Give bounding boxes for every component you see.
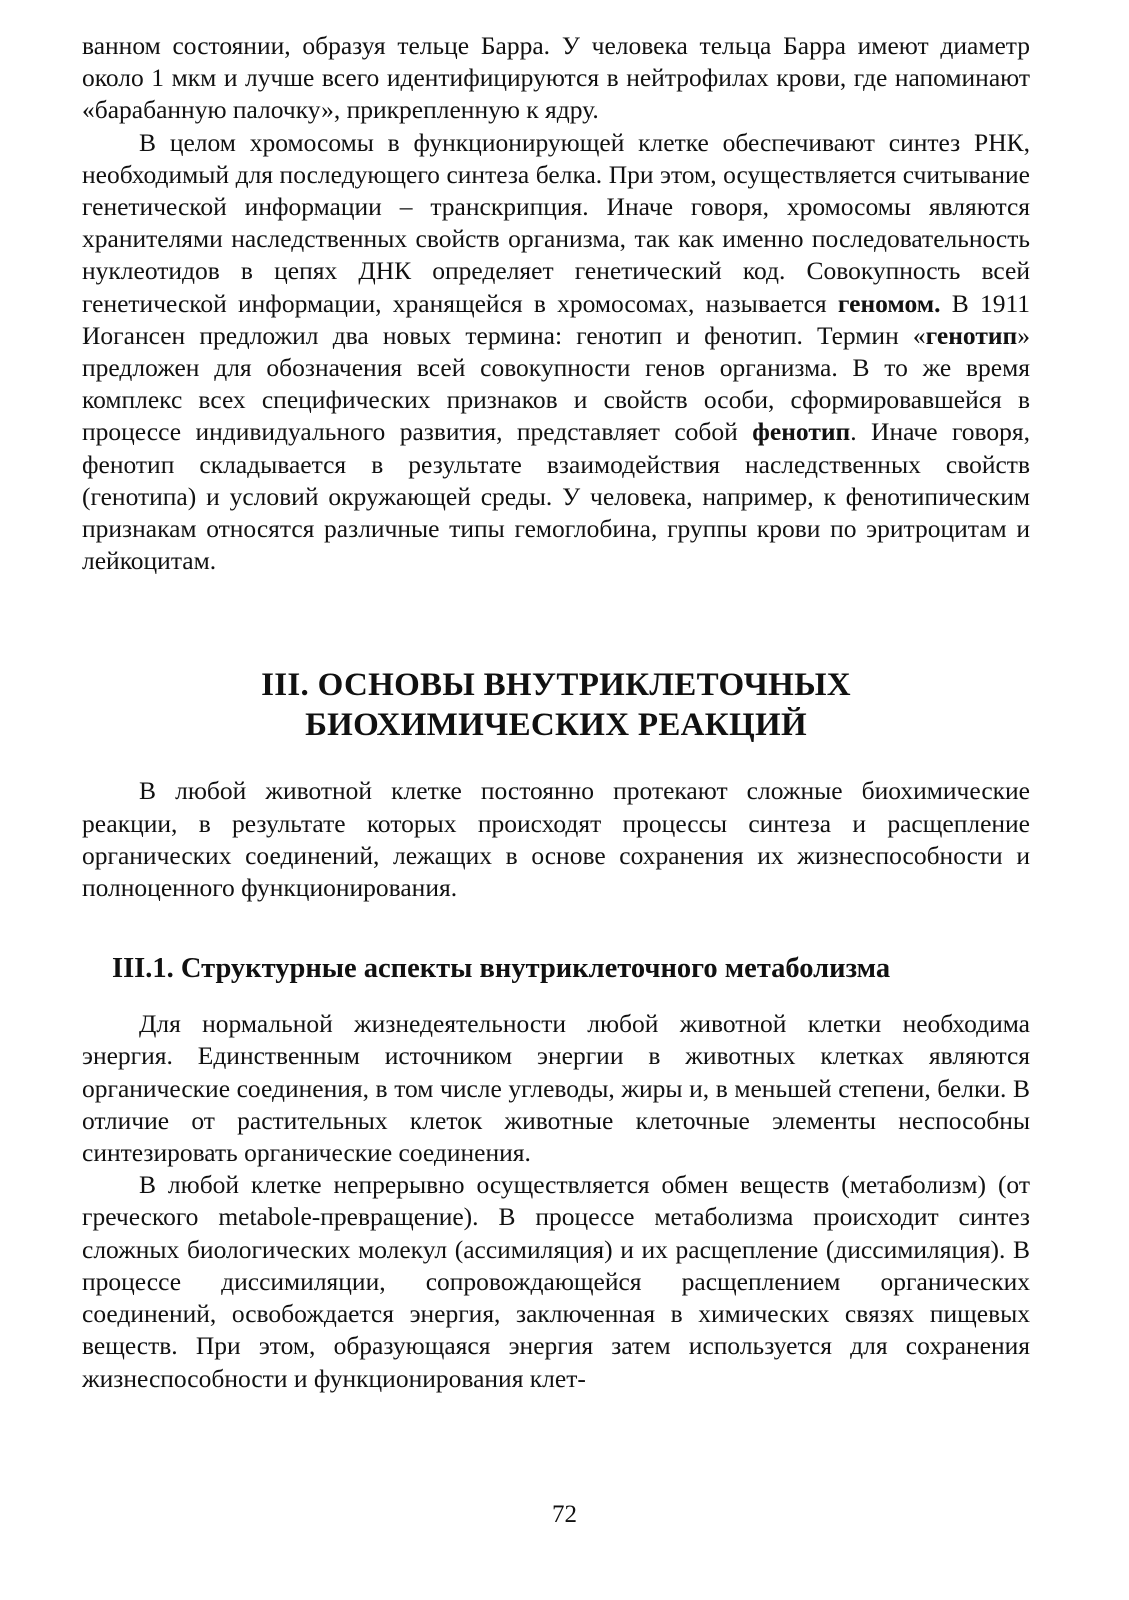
section-paragraph-energy: Для нормальной жизнедеятельности любой животной клетки необходима энергия. Единственным источником энергии в животных клетках являются органические соединения, в том числе углеводы, жиры и, в меньшей степени, белки. В отличие от растительных клеток животные клеточные элементы неспособны синтезировать органические соединения. xyxy=(82,1009,1030,1168)
chapter-title-line-2: БИОХИМИЧЕСКИХ РЕАКЦИЙ xyxy=(305,707,807,744)
term-genotype: генотип xyxy=(925,320,1018,350)
term-phenotype: фенотип xyxy=(752,417,851,447)
paragraph-text: В целом хромосомы в функционирующей клетке обеспечивают синтез РНК, необходимый для последующего синтеза белка. При этом, осуществляется считывание генетической информации – транскрипция. Иначе говоря, хромосомы являются хранителями наследственных свойств организма, так как именно последовательность нуклеотидов в цепях ДНК определяет генетический код. Совокупность всей генетической информации, хранящейся в хромосомах, называется xyxy=(82,127,1030,318)
term-genome: геномом. xyxy=(837,288,941,318)
section-title: III.1. Структурные аспекты внутриклеточного метаболизма xyxy=(112,953,891,985)
paragraph-chromosomes xyxy=(82,127,1030,578)
paragraph-text: » предложен для обозначения всей совокупности генов организма. В то же время комплекс всех специфических признаков и свойств особи, сформировавшейся в процессе индивидуального развития, представляет собой xyxy=(82,320,1030,447)
section-paragraph-metabolism: В любой клетке непрерывно осуществляется обмен веществ (метаболизм) (от греческого metabole-превращение). В процессе метаболизма происходит синтез сложных биологических молекул (ассимиляция) и их расщепление (диссимиляция). В процессе диссимиляции, сопровождающейся расщеплением органических соединений, освобождается энергия, заключенная в химических связях пищевых веществ. При этом, образующаяся энергия затем используется для сохранения жизнеспособности и функционирования клет- xyxy=(82,1170,1030,1393)
page-number: 72 xyxy=(552,1501,577,1528)
chapter-title-line-1: III. ОСНОВЫ ВНУТРИКЛЕТОЧНЫХ xyxy=(261,667,851,704)
paragraph-text: . Иначе говоря, фенотип складывается в результате взаимодействия наследственных свойств (генотипа) и условий окружающей среды. У человека, например, к фенотипическим признакам относятся различные типы гемоглобина, группы крови по эритроцитам и лейкоцитам. xyxy=(82,417,1031,576)
paragraph-text: ванном состоянии, образуя тельце Барра. У человека тельца Барра имеют диаметр около 1 мкм и лучше всего идентифицируются в нейтрофилах крови, где напоминают «барабанную палочку», прикрепленную к ядру. xyxy=(82,31,1030,125)
paragraph-text: В 1911 Иогансен предложил два новых термина: генотип и фенотип. Термин « xyxy=(82,288,1031,350)
chapter-intro-paragraph: В любой животной клетке постоянно протекают сложные биохимические реакции, в результате которых происходят процессы синтеза и расщепление органических соединений, лежащих в основе сохранения их жизнеспособности и полноценного функционирования. xyxy=(82,776,1030,903)
paragraph-continued xyxy=(82,30,1030,127)
chapter-title xyxy=(82,665,1030,745)
page-body xyxy=(82,30,1030,1395)
